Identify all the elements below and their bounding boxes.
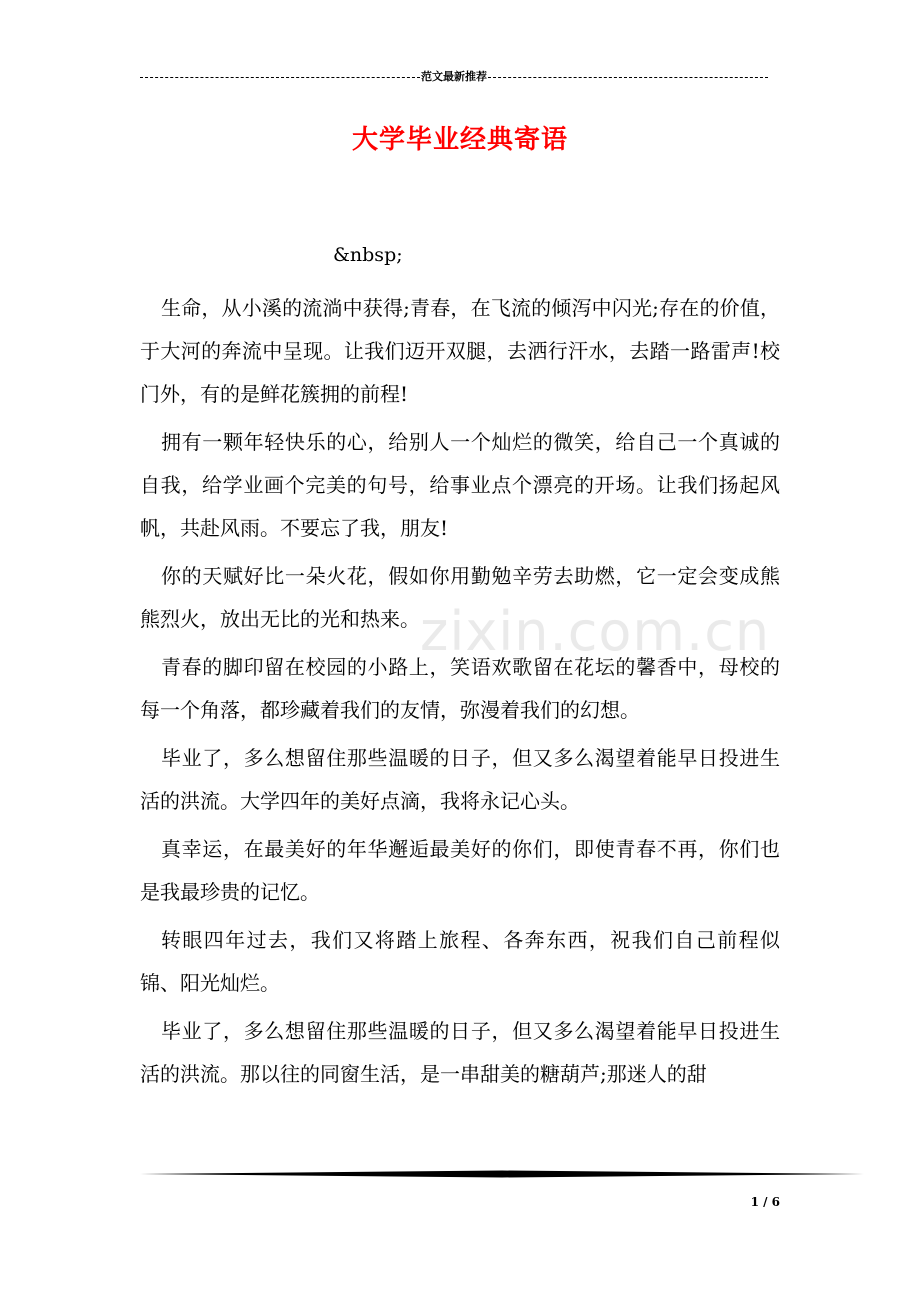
nbsp-text: &nbsp;: [333, 244, 403, 266]
watermark: zixin.com.cn: [420, 600, 771, 663]
paragraph-3: 你的天赋好比一朵火花，假如你用勤勉辛劳去助燃，它一定会变成熊熊烈火，放出无比的光和热来。: [140, 564, 780, 631]
paragraph-2: 拥有一颗年轻快乐的心，给别人一个灿烂的微笑，给自己一个真诚的自我，给学业画个完美的句号，给事业点个漂亮的开场。让我们扬起风帆，共赴风雨。不要忘了我，朋友!: [140, 430, 780, 540]
header-dash-right: [488, 77, 768, 78]
header-dash-left: [140, 77, 420, 78]
footer-rule: [140, 1170, 864, 1178]
paragraph-1: 生命，从小溪的流淌中获得;青春，在飞流的倾泻中闪光;存在的价值，于大河的奔流中呈现。让我们迈开双腿，去洒行汗水，去踏一路雷声!校门外，有的是鲜花簇拥的前程!: [140, 296, 780, 406]
paragraph-6: 真幸运，在最美好的年华邂逅最美好的你们，即使青春不再，你们也是我最珍贵的记忆。: [140, 837, 780, 904]
header-label: 范文最新推荐: [421, 70, 487, 83]
paragraph-8: 毕业了，多么想留住那些温暖的日子，但又多么渴望着能早日投进生活的洪流。那以往的同窗生活，是一串甜美的糖葫芦;那迷人的甜: [140, 1019, 780, 1086]
document-title: 大学毕业经典寄语: [351, 125, 568, 155]
paragraph-7: 转眼四年过去，我们又将踏上旅程、各奔东西，祝我们自己前程似锦、阳光灿烂。: [140, 928, 780, 995]
header-line: [140, 68, 768, 86]
document-body: [140, 287, 780, 1101]
page-number: 1 / 6: [750, 1195, 780, 1209]
paragraph-5: 毕业了，多么想留住那些温暖的日子，但又多么渴望着能早日投进生活的洪流。大学四年的美好点滴，我将永记心头。: [140, 746, 780, 813]
paragraph-4: 青春的脚印留在校园的小路上，笑语欢歌留在花坛的馨香中，母校的每一个角落，都珍藏着我们的友情，弥漫着我们的幻想。: [140, 655, 780, 722]
